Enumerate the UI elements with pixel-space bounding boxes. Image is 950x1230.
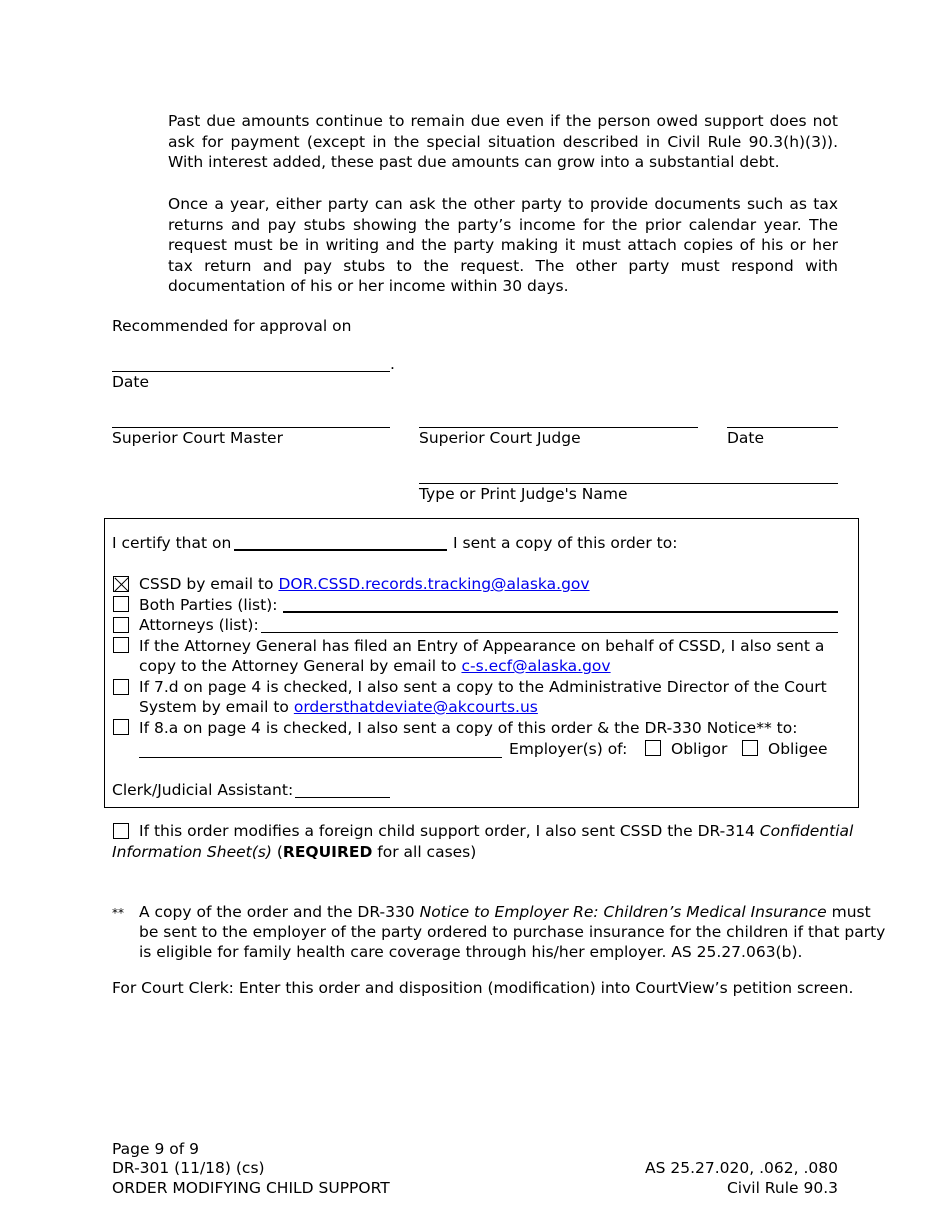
clerk-label: Clerk/Judicial Assistant: — [112, 781, 294, 799]
approval-period: . — [390, 355, 395, 373]
attorneys-line[interactable] — [261, 632, 838, 633]
master-label: Superior Court Master — [112, 429, 283, 447]
approval-date-line[interactable] — [112, 371, 390, 372]
foreign-line2-open: ( — [271, 843, 283, 861]
obligor-label: Obligor — [671, 740, 728, 758]
past-due-paragraph: Past due amounts continue to remain due even if the person owed support does not ask for payment (except in the special situation described in Civil Rule 90.3(h)(3)). With interest added, these past due amounts can grow into a substantial debt. — [168, 112, 838, 172]
footer-form-title: ORDER MODIFYING CHILD SUPPORT — [112, 1179, 390, 1197]
obligee-checkbox[interactable] — [742, 740, 758, 756]
foreign-line2 — [112, 842, 476, 862]
admin-director-checkbox[interactable] — [113, 679, 129, 695]
foreign-line2-rest: for all cases) — [372, 843, 477, 861]
footer-rule: Civil Rule 90.3 — [726, 1179, 838, 1197]
clerk-initials-line[interactable] — [295, 797, 390, 798]
footnote-line3: is eligible for family health care coverage through his/her employer. AS 25.27.063(b). — [139, 943, 803, 961]
certify-suffix: I sent a copy of this order to: — [453, 534, 678, 552]
foreign-line1-prefix: If this order modifies a foreign child support order, I also sent CSSD the DR-314 — [139, 822, 755, 840]
ag-email-link[interactable]: c-s.ecf@alaska.gov — [461, 657, 611, 675]
footer-page-number: Page 9 of 9 — [112, 1140, 199, 1158]
obligor-checkbox[interactable] — [645, 740, 661, 756]
employer-of-label: Employer(s) of: — [509, 740, 628, 758]
parties-label: Both Parties (list): — [139, 596, 278, 614]
footnote-line1-prefix: A copy of the order and the DR-330 — [139, 903, 415, 921]
court-clerk-note: For Court Clerk: Enter this order and disposition (modification) into CourtView’s petition screen. — [112, 979, 854, 997]
admin-line2 — [139, 697, 538, 717]
ag-line2 — [139, 656, 611, 676]
footer-statutes: AS 25.27.020, .062, .080 — [645, 1159, 838, 1177]
signature-date-label: Date — [727, 429, 765, 447]
ag-line2-prefix: copy to the Attorney General by email to — [139, 657, 457, 675]
cssd-line — [139, 574, 590, 594]
admin-email-link[interactable]: ordersthatdeviate@akcourts.us — [293, 698, 538, 716]
certify-prefix: I certify that on — [112, 534, 232, 552]
foreign-order-checkbox[interactable] — [113, 823, 129, 839]
foreign-line2-italic: Information Sheet(s) — [112, 843, 272, 861]
parties-line[interactable] — [283, 611, 838, 613]
admin-line1: If 7.d on page 4 is checked, I also sent a copy to the Administrative Director of the Court — [139, 678, 827, 696]
cssd-label: CSSD by email to — [139, 575, 274, 593]
employer-line1: If 8.a on page 4 is checked, I also sent a copy of this order & the DR-330 Notice** to: — [139, 719, 798, 737]
employer-name-line[interactable] — [139, 757, 502, 758]
attorneys-checkbox[interactable] — [113, 617, 129, 633]
footnote-line1-suffix: must — [831, 903, 871, 921]
approval-date-label: Date — [112, 373, 150, 391]
ag-line1: If the Attorney General has filed an Entry of Appearance on behalf of CSSD, I also sent a — [139, 637, 825, 655]
foreign-required: REQUIRED — [282, 843, 373, 861]
cssd-email-link[interactable]: DOR.CSSD.records.tracking@alaska.gov — [278, 575, 590, 593]
footnote-line2: be sent to the employer of the party ordered to purchase insurance for the children if that party — [139, 923, 886, 941]
cssd-checkbox[interactable] — [113, 576, 129, 592]
footnote-line1-italic: Notice to Employer Re: Children’s Medical Insurance — [419, 903, 827, 921]
footnote-marker: ** — [112, 906, 124, 920]
recommended-label: Recommended for approval on — [112, 317, 352, 335]
footnote-line1 — [139, 902, 871, 922]
footer-form-number: DR-301 (11/18) (cs) — [112, 1159, 265, 1177]
attorneys-label: Attorneys (list): — [139, 616, 259, 634]
obligee-label: Obligee — [768, 740, 828, 758]
judge-name-label: Type or Print Judge's Name — [419, 485, 628, 503]
foreign-line1 — [139, 821, 853, 841]
parties-checkbox[interactable] — [113, 596, 129, 612]
admin-line2-prefix: System by email to — [139, 698, 289, 716]
foreign-line1-italic: Confidential — [759, 822, 854, 840]
certify-date-line[interactable] — [234, 549, 447, 551]
income-documents-paragraph: Once a year, either party can ask the other party to provide documents such as tax returns and pay stubs showing the party’s income for the prior calendar year. The request must be in writing and the party making it must attach copies of his or her tax return and pay stubs to the request. The other party must respond with documentation of his or her income within 30 days. — [168, 195, 838, 296]
judge-label: Superior Court Judge — [419, 429, 581, 447]
attorney-general-checkbox[interactable] — [113, 637, 129, 653]
employer-checkbox[interactable] — [113, 719, 129, 735]
